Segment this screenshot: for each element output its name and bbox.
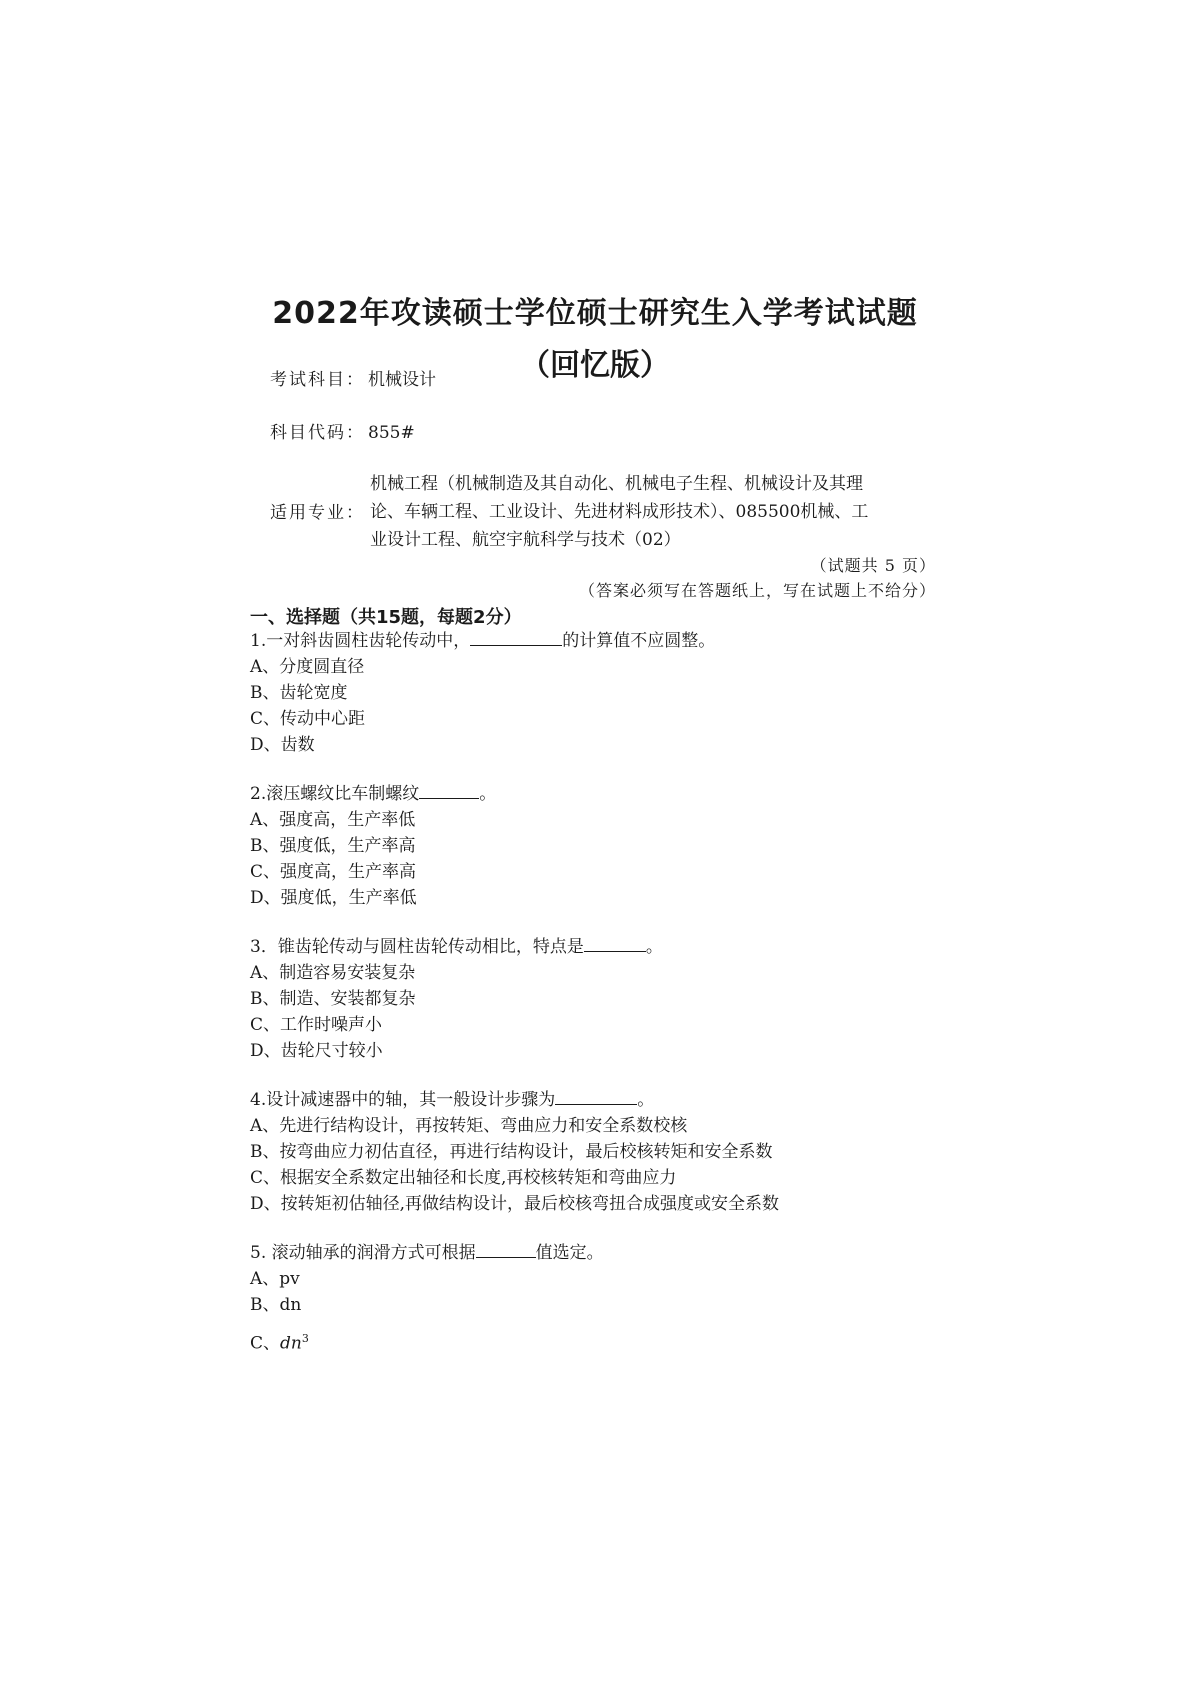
option-c: C、$dn^3$: [250, 1332, 309, 1354]
question-5: [250, 1239, 950, 1357]
option-b: B、强度低，生产率高: [250, 836, 416, 856]
answer-blank: [584, 933, 646, 952]
majors-label: 适用专业：: [270, 503, 365, 523]
question-stem: 4.设计减速器中的轴，其一般设计步骤为 。: [250, 1086, 950, 1113]
pages-note: （试题共 5 页）: [810, 556, 936, 575]
answer-blank: [555, 1086, 637, 1105]
section-heading: 一、选择题（共15题，每题2分）: [250, 607, 522, 628]
question-stem: 5. 滚动轴承的润滑方式可根据 值选定。: [250, 1239, 950, 1266]
option-b: B、齿轮宽度: [250, 683, 348, 703]
answer-note: （答案必须写在答题纸上，写在试题上不给分）: [578, 581, 936, 600]
option-a: A、pv: [250, 1269, 300, 1289]
question-stem: 3．锥齿轮传动与圆柱齿轮传动相比，特点是 。: [250, 933, 950, 960]
option-c: C、根据安全系数定出轴径和长度,再校核转矩和弯曲应力: [250, 1168, 677, 1188]
option-d: D、按转矩初估轴径,再做结构设计，最后校核弯扭合成强度或安全系数: [250, 1194, 780, 1214]
majors-line-1: 机械工程（机械制造及其自动化、机械电子生程、机械设计及其理: [370, 474, 863, 494]
code-value: 855#: [368, 423, 415, 443]
subject-value: 机械设计: [368, 370, 436, 390]
question-4: [250, 1086, 950, 1217]
majors-line-2: 论、车辆工程、工业设计、先进材料成形技术）、085500机械、工: [370, 502, 869, 522]
subject-label: 考试科目：: [270, 370, 365, 390]
question-list: [250, 627, 950, 1379]
option-c: C、工作时噪声小: [250, 1015, 383, 1035]
code-label: 科目代码：: [270, 423, 365, 443]
option-a: A、强度高，生产率低: [250, 810, 416, 830]
question-1: [250, 627, 950, 758]
option-a: A、先进行结构设计，再按转矩、弯曲应力和安全系数校核: [250, 1116, 688, 1136]
option-c: C、传动中心距: [250, 709, 366, 729]
option-b: B、制造、安装都复杂: [250, 989, 416, 1009]
answer-blank: [419, 780, 479, 799]
option-a: A、制造容易安装复杂: [250, 963, 416, 983]
option-d: D、齿轮尺寸较小: [250, 1041, 383, 1061]
code-row: [270, 420, 415, 446]
option-d: D、齿数: [250, 735, 315, 755]
option-a: A、分度圆直径: [250, 657, 365, 677]
page-title: 2022年攻读硕士学位硕士研究生入学考试试题: [272, 296, 918, 331]
question-stem: 1.一对斜齿圆柱齿轮传动中， 的计算值不应圆整。: [250, 627, 950, 654]
option-d: D、强度低，生产率低: [250, 888, 417, 908]
option-b: B、dn: [250, 1295, 302, 1315]
option-b: B、按弯曲应力初估直径，再进行结构设计，最后校核转矩和安全系数: [250, 1142, 773, 1162]
page-subtitle: （回忆版）: [520, 348, 670, 383]
majors-line-3: 业设计工程、航空宇航科学与技术（02）: [370, 530, 681, 550]
option-c: C、强度高，生产率高: [250, 862, 417, 882]
question-stem: 2.滚压螺纹比车制螺纹 。: [250, 780, 950, 807]
answer-blank: [476, 1239, 536, 1258]
question-2: [250, 780, 950, 911]
majors-text: [370, 470, 945, 554]
answer-blank: [470, 627, 562, 646]
subject-row: [270, 367, 436, 393]
question-3: [250, 933, 950, 1064]
